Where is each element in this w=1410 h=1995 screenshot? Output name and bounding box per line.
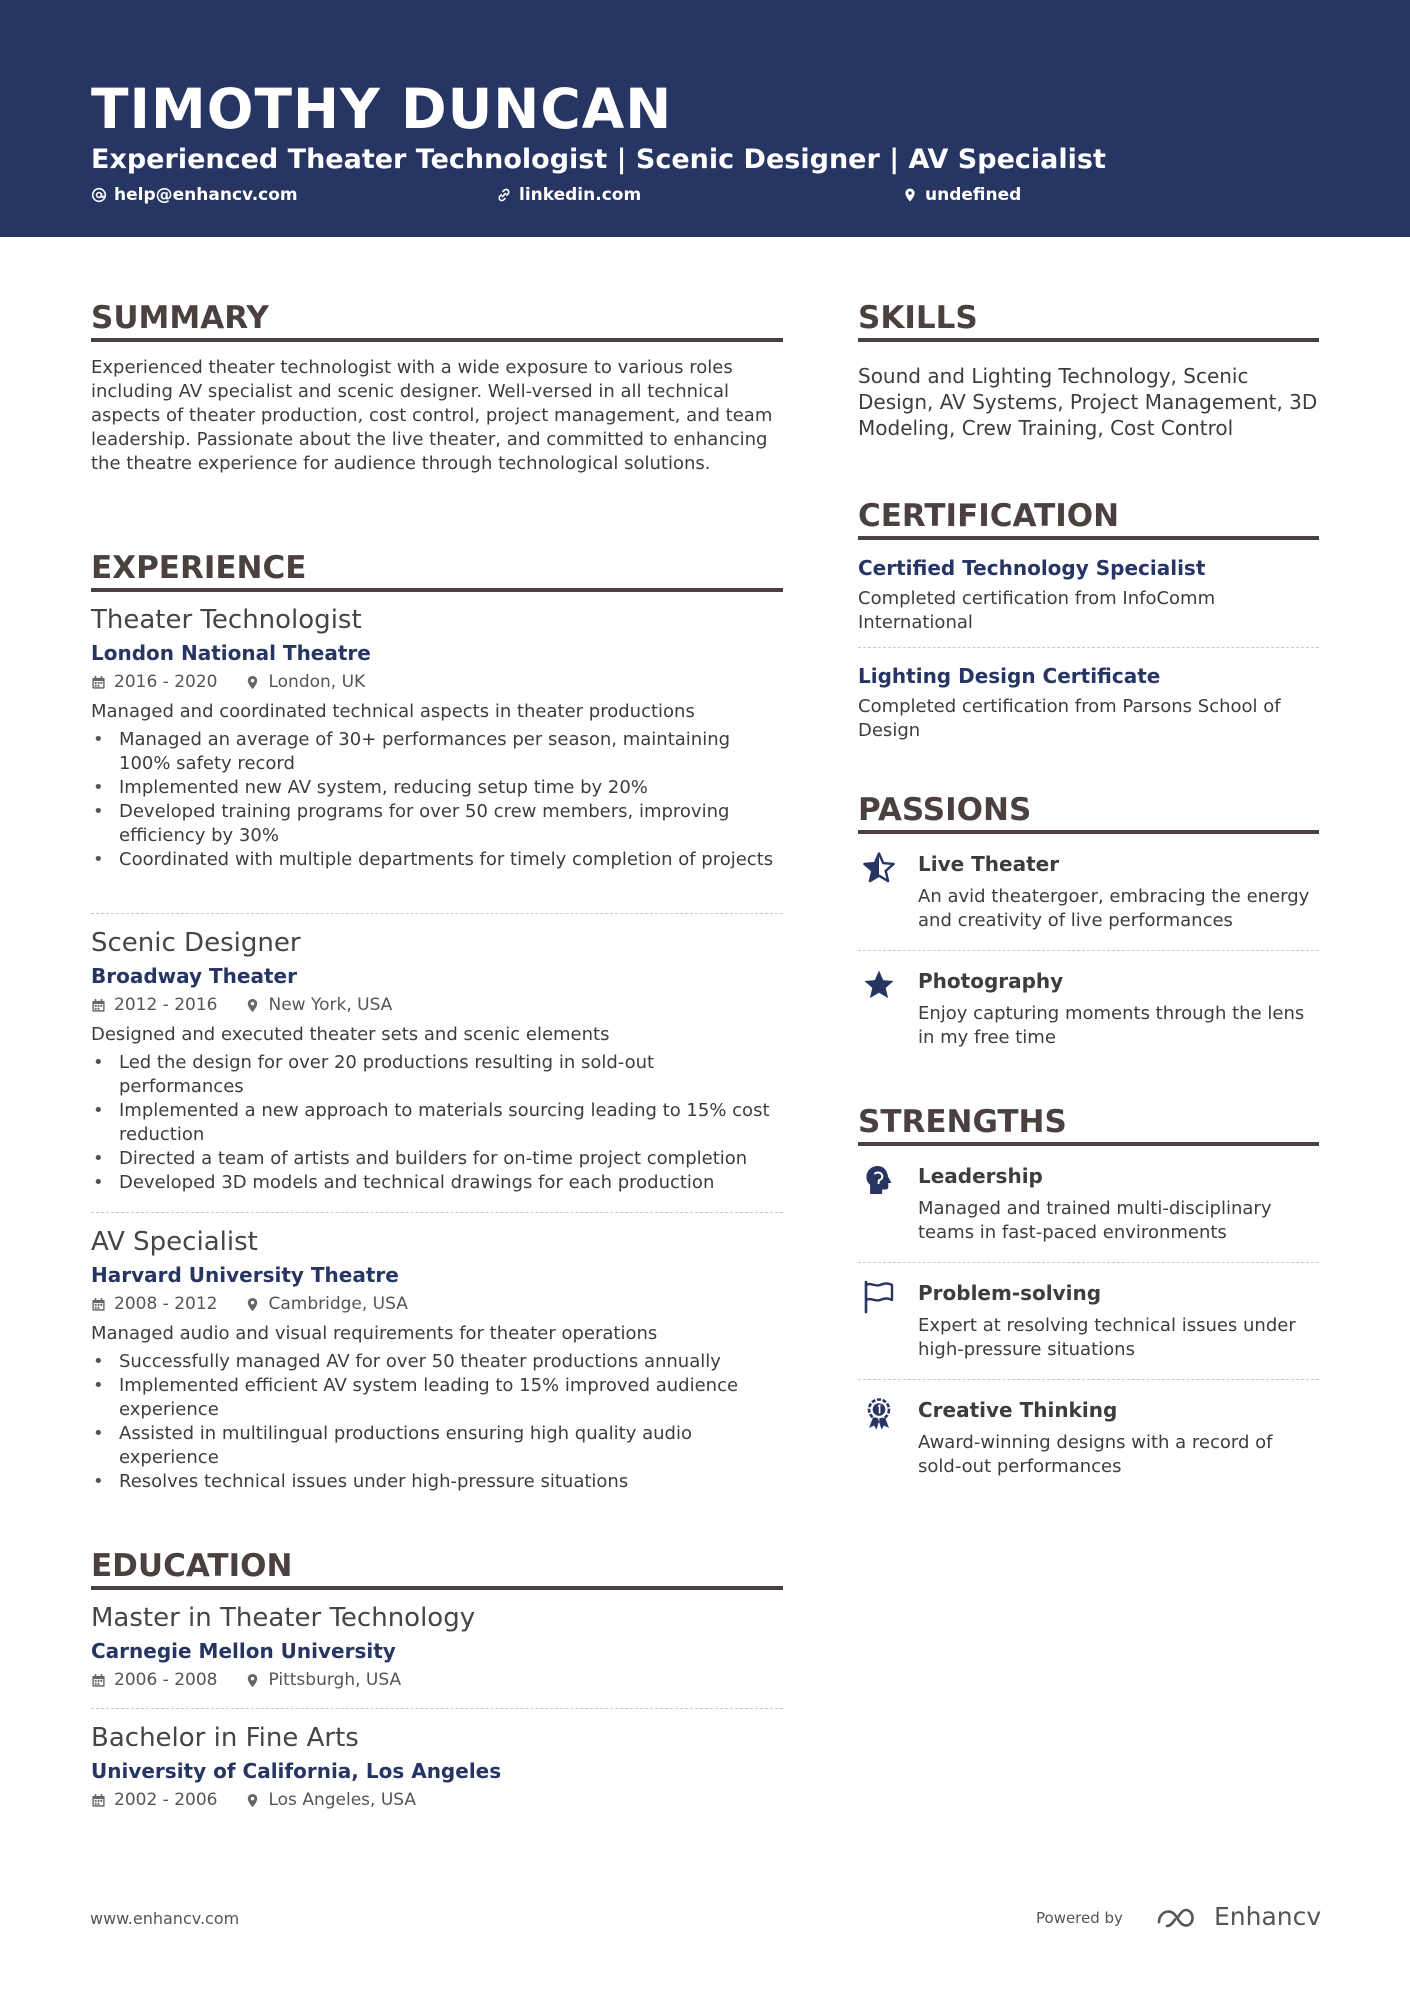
summary-rule <box>91 338 783 342</box>
divider <box>858 1379 1319 1380</box>
education-item <box>91 1602 783 1692</box>
job-meta <box>91 1292 783 1316</box>
job-bullet: • Implemented a new approach to materials sourcing leading to 15% cost reduction <box>91 1099 783 1147</box>
calendar-icon <box>91 1793 106 1808</box>
job-description: Designed and executed theater sets and scenic elements <box>91 1024 610 1045</box>
passion-title: Live Theater <box>918 852 1060 876</box>
strength-item <box>858 1280 1319 1370</box>
certification-description: Completed certification from InfoComm International <box>858 588 1216 633</box>
passions-title: PASSIONS <box>858 792 1032 828</box>
degree-title: Bachelor in Fine Arts <box>91 1723 359 1753</box>
job-bullet: • Managed an average of 30+ performances per season, maintaining 100% safety record <box>91 728 783 776</box>
divider <box>858 647 1319 648</box>
strength-item <box>858 1397 1319 1487</box>
education-location: Los Angeles, USA <box>268 1790 416 1810</box>
certification-rule <box>858 536 1319 540</box>
location-pin-icon <box>902 187 918 203</box>
job-dates: 2008 - 2012 <box>114 1294 218 1314</box>
school-name: University of California, Los Angeles <box>91 1759 502 1783</box>
contact-email-text: help@enhancv.com <box>114 185 298 205</box>
job-description: Managed and coordinated technical aspects in theater productions <box>91 701 695 722</box>
job-location: Cambridge, USA <box>268 1294 408 1314</box>
strength-item <box>858 1163 1319 1253</box>
job-description: Managed audio and visual requirements for theater operations <box>91 1323 658 1344</box>
divider <box>858 950 1319 951</box>
education-dates: 2006 - 2008 <box>114 1670 218 1690</box>
job-dates: 2016 - 2020 <box>114 672 218 692</box>
location-pin-icon <box>245 1793 260 1808</box>
company-name: Broadway Theater <box>91 964 297 988</box>
skills-text: Sound and Lighting Technology, Scenic Design, AV Systems, Project Management, 3D Modeling, Crew Training, Cost Control <box>858 364 1318 440</box>
education-location: Pittsburgh, USA <box>268 1670 402 1690</box>
resume-header <box>0 0 1410 237</box>
strength-title: Leadership <box>918 1164 1043 1188</box>
passion-description: Enjoy capturing moments through the lens in my free time <box>918 1003 1305 1048</box>
candidate-headline: Experienced Theater Technologist | Scenic Designer | AV Specialist <box>91 144 1106 175</box>
school-name: Carnegie Mellon University <box>91 1639 396 1663</box>
job-bullet: • Directed a team of artists and builders for on-time project completion <box>91 1147 783 1171</box>
contact-location <box>902 184 1021 206</box>
flag-icon <box>862 1280 896 1314</box>
job-bullet: • Coordinated with multiple departments for timely completion of projects <box>91 848 783 872</box>
location-pin-icon <box>245 675 260 690</box>
experience-item <box>91 1226 783 1494</box>
education-meta <box>91 1668 783 1692</box>
star-half-icon <box>862 851 896 885</box>
job-bullet: • Successfully managed AV for over 50 theater productions annually <box>91 1350 783 1374</box>
contact-linkedin-text: linkedin.com <box>519 185 642 205</box>
passions-rule <box>858 830 1319 834</box>
education-title: EDUCATION <box>91 1548 293 1584</box>
job-meta <box>91 993 783 1017</box>
strength-description: Expert at resolving technical issues under high-pressure situations <box>918 1315 1296 1360</box>
star-icon <box>862 968 896 1002</box>
contact-email[interactable] <box>91 184 298 206</box>
summary-title: SUMMARY <box>91 300 269 336</box>
footer-brand: Enhancv <box>1214 1902 1322 1931</box>
job-meta <box>91 670 783 694</box>
strengths-title: STRENGTHS <box>858 1104 1067 1140</box>
experience-item <box>91 604 783 872</box>
certification-item <box>858 555 1319 635</box>
skills-section <box>858 363 1319 441</box>
job-bullet: • Implemented new AV system, reducing setup time by 20% <box>91 776 783 800</box>
job-bullets <box>91 1051 783 1195</box>
passion-item <box>858 851 1319 941</box>
job-bullet: • Resolves technical issues under high-pressure situations <box>91 1470 783 1494</box>
job-title: AV Specialist <box>91 1227 258 1257</box>
strength-description: Managed and trained multi-disciplinary teams in fast-paced environments <box>918 1198 1272 1243</box>
certification-name: Lighting Design Certificate <box>858 664 1161 688</box>
award-icon <box>862 1397 896 1431</box>
strengths-rule <box>858 1142 1319 1146</box>
education-dates: 2002 - 2006 <box>114 1790 218 1810</box>
location-pin-icon <box>245 1297 260 1312</box>
certification-name: Certified Technology Specialist <box>858 556 1206 580</box>
divider <box>91 1708 783 1709</box>
job-location: London, UK <box>268 672 366 692</box>
location-pin-icon <box>245 1673 260 1688</box>
skills-rule <box>858 338 1319 342</box>
education-meta <box>91 1788 783 1812</box>
strength-description: Award-winning designs with a record of sold-out performances <box>918 1432 1273 1477</box>
divider <box>858 1262 1319 1263</box>
company-name: London National Theatre <box>91 641 371 665</box>
footer-powered-by: Powered by <box>1036 1909 1123 1927</box>
enhancv-logo-icon <box>1155 1900 1197 1934</box>
job-location: New York, USA <box>268 995 393 1015</box>
calendar-icon <box>91 1673 106 1688</box>
contact-location-text: undefined <box>925 185 1022 205</box>
calendar-icon <box>91 998 106 1013</box>
job-bullet: • Led the design for over 20 productions resulting in sold-out performances <box>91 1051 783 1099</box>
experience-title: EXPERIENCE <box>91 550 307 586</box>
passion-description: An avid theatergoer, embracing the energy and creativity of live performances <box>918 886 1310 931</box>
at-icon <box>91 187 107 203</box>
job-bullet: • Assisted in multilingual productions ensuring high quality audio experience <box>91 1422 783 1470</box>
job-bullet: • Implemented efficient AV system leading to 15% improved audience experience <box>91 1374 783 1422</box>
degree-title: Master in Theater Technology <box>91 1603 476 1633</box>
summary-section <box>91 356 783 476</box>
job-dates: 2012 - 2016 <box>114 995 218 1015</box>
job-bullet: • Developed 3D models and technical drawings for each production <box>91 1171 783 1195</box>
divider <box>91 913 783 914</box>
certification-item <box>858 663 1319 743</box>
passion-title: Photography <box>918 969 1064 993</box>
job-bullets <box>91 728 783 872</box>
certification-description: Completed certification from Parsons School of Design <box>858 696 1281 741</box>
head-icon <box>862 1163 896 1197</box>
link-icon <box>496 187 512 203</box>
footer-website[interactable]: www.enhancv.com <box>90 1909 240 1928</box>
passion-item <box>858 968 1319 1058</box>
contact-linkedin[interactable] <box>496 184 641 206</box>
education-item <box>91 1722 783 1812</box>
experience-rule <box>91 588 783 592</box>
calendar-icon <box>91 675 106 690</box>
skills-title: SKILLS <box>858 300 978 336</box>
strength-title: Creative Thinking <box>918 1398 1118 1422</box>
job-title: Theater Technologist <box>91 605 362 635</box>
experience-item <box>91 927 783 1195</box>
job-bullet: • Developed training programs for over 50 crew members, improving efficiency by 30% <box>91 800 783 848</box>
education-rule <box>91 1586 783 1590</box>
job-title: Scenic Designer <box>91 928 301 958</box>
company-name: Harvard University Theatre <box>91 1263 399 1287</box>
strength-title: Problem-solving <box>918 1281 1102 1305</box>
candidate-name: TIMOTHY DUNCAN <box>91 77 673 141</box>
certification-title: CERTIFICATION <box>858 498 1120 534</box>
location-pin-icon <box>245 998 260 1013</box>
job-bullets <box>91 1350 783 1494</box>
summary-text: Experienced theater technologist with a wide exposure to various roles including AV specialist and scenic designer. Well-versed in all technical aspects of theater production, cost control, project management, and team leadership. Passionate about the live theater, and committed to enhancing the theatre experience for audience through technological solutions. <box>91 357 773 474</box>
divider <box>91 1212 783 1213</box>
calendar-icon <box>91 1297 106 1312</box>
